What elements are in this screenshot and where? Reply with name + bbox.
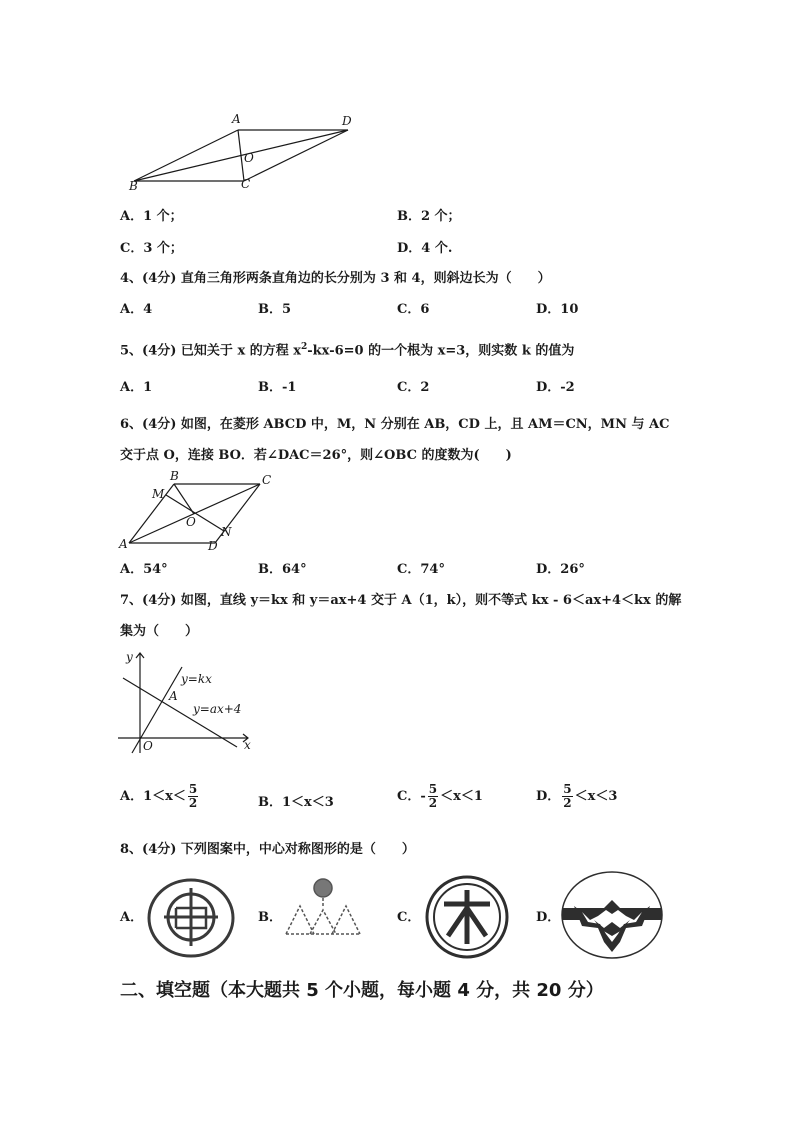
q3-option-d: D．4 个. [397, 241, 453, 256]
fig3-label-b: B [129, 179, 138, 193]
section-heading-fill-in: 二、填空题（本大题共 5 个小题，每小题 4 分，共 20 分） [120, 980, 604, 1001]
parallelogram-figure [120, 108, 370, 198]
fig7-label-x: x [244, 738, 251, 752]
q5-stem [120, 339, 574, 359]
fig3-label-d: D [342, 114, 352, 128]
q7-option-c [397, 783, 483, 810]
fig7-label-yax4: y=ax+4 [193, 702, 242, 716]
q8-option-d-label: D． [536, 910, 561, 925]
fraction-numerator: 5 [563, 782, 572, 796]
emblem-a-image [146, 876, 236, 960]
q8-stem: 8、(4分) 下列图案中，中心对称图形的是（ ） [120, 842, 415, 857]
q7-stem-line2: 集为（ ） [120, 624, 199, 639]
q8-option-b-label: B． [258, 910, 282, 925]
q4-option-c: C．6 [397, 302, 430, 317]
q7-stem-line1: 7、(4分) 如图，直线 y＝kx 和 y＝ax+4 交于 A（1，k），则不等式 kx - 6＜ax+4＜kx 的解 [120, 593, 682, 608]
fig7-label-o: O [143, 739, 153, 753]
rhombus-figure [115, 468, 285, 553]
q8-option-c-label: C． [397, 910, 421, 925]
q3-option-a: A．1 个； [120, 209, 183, 224]
q5-option-b: B．-1 [258, 380, 297, 395]
q6-option-d: D．26° [536, 562, 585, 577]
q7-option-d-fraction [562, 783, 572, 810]
q7-option-b: B．1＜x＜3 [258, 795, 334, 810]
fig7-label-a: A [169, 689, 178, 703]
fig3-label-o: O [244, 151, 254, 165]
fraction-numerator: 5 [188, 782, 198, 796]
fig6-label-d: D [208, 539, 218, 553]
fig6-label-c: C [262, 473, 272, 487]
q4-option-a: A．4 [120, 302, 153, 317]
q6-option-c: C．74° [397, 562, 445, 577]
q4-stem: 4、(4分) 直角三角形两条直角边的长分别为 3 和 4，则斜边长为（ ） [120, 271, 551, 286]
line-graph-figure [110, 645, 260, 757]
q3-option-c: C．3 个； [120, 241, 183, 256]
q7-option-d [536, 783, 617, 810]
fraction-denominator: 2 [428, 796, 438, 810]
q7-option-c-text: C．- [397, 789, 426, 804]
q4-option-d: D．10 [536, 302, 579, 317]
q7-option-c-tail: ＜x＜1 [440, 789, 483, 804]
q4-option-b: B．5 [258, 302, 292, 317]
q7-option-d-text: D． [536, 789, 561, 804]
fig7-label-ykx: y=kx [181, 672, 212, 686]
q5-option-d: D．-2 [536, 380, 575, 395]
q6-option-b: B．64° [258, 562, 307, 577]
emblem-b-image [280, 876, 366, 938]
q6-stem-line2: 交于点 O，连接 BO．若∠DAC＝26°，则∠OBC 的度数为( ) [120, 448, 512, 463]
fig6-label-b: B [170, 469, 179, 483]
q7-option-a [120, 783, 200, 810]
q3-option-b: B．2 个； [397, 209, 461, 224]
q5-option-a: A．1 [120, 380, 153, 395]
q7-option-a-fraction [188, 783, 198, 810]
fig7-label-y: y [126, 650, 133, 664]
q5-option-c: C．2 [397, 380, 430, 395]
q5-stem-pre: 5、(4分) 已知关于 x 的方程 x [120, 343, 301, 359]
fraction-denominator: 2 [188, 796, 198, 810]
fig3-label-a: A [232, 112, 241, 126]
fig6-label-n: N [221, 525, 232, 539]
fig3-label-c: C [241, 177, 251, 191]
fig6-label-o: O [186, 515, 196, 529]
emblem-d-image [560, 870, 664, 960]
emblem-c-image [424, 874, 510, 960]
q7-option-a-text: A．1＜x＜ [120, 789, 186, 804]
q7-option-d-tail: ＜x＜3 [574, 789, 618, 804]
fraction-numerator: 5 [428, 782, 438, 796]
fig6-label-m: M [152, 487, 165, 501]
q6-option-a: A．54° [120, 562, 168, 577]
q5-stem-post: -kx-6=0 的一个根为 x=3，则实数 k 的值为 [307, 343, 575, 359]
q8-option-a-label: A． [120, 910, 144, 925]
fig6-label-a: A [119, 537, 128, 551]
q6-stem-line1: 6、(4分) 如图，在菱形 ABCD 中，M，N 分别在 AB，CD 上，且 AM＝CN，MN 与 AC [120, 417, 670, 432]
q5-stem-sup: 2 [301, 342, 308, 352]
fraction-denominator: 2 [563, 796, 572, 810]
q7-option-c-fraction [428, 783, 438, 810]
